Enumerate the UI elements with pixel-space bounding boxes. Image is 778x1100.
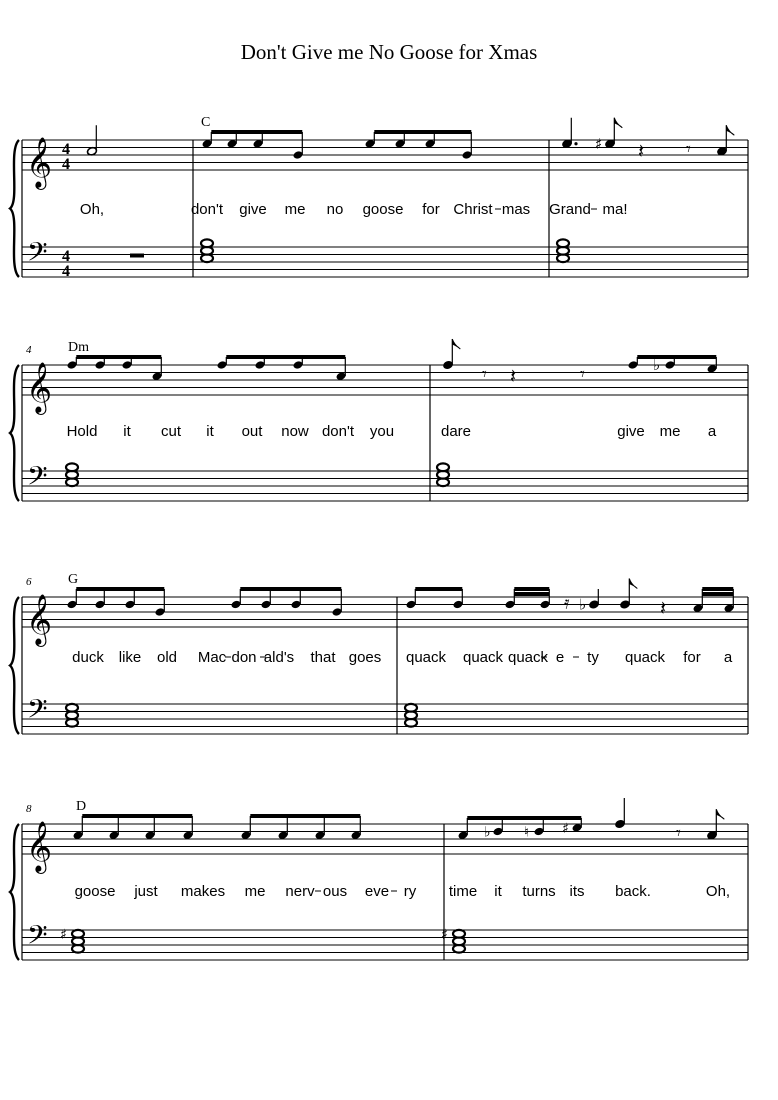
lyric-syllable: ma! <box>602 201 628 218</box>
lyric-syllable: Mac <box>197 649 227 666</box>
time-signature-bottom: 4 <box>62 156 70 173</box>
whole-note <box>66 704 78 712</box>
quarter-rest: 𝄽 <box>660 596 667 620</box>
measure-number: 4 <box>26 344 32 356</box>
lyric-syllable: goes <box>348 649 382 666</box>
half-rest <box>130 254 144 258</box>
lyric-syllable: ous <box>322 883 348 900</box>
lyric-syllable: like <box>118 649 142 666</box>
lyric-syllable: quack <box>507 649 549 666</box>
accidental: ♭ <box>579 595 587 614</box>
lyric-syllable: e <box>555 649 565 666</box>
treble-clef-icon: 𝄞 <box>26 137 53 188</box>
lyric-syllable: makes <box>180 883 226 900</box>
whole-note <box>405 704 417 712</box>
quarter-rest: 𝄽 <box>638 139 645 163</box>
note-flag <box>726 125 734 135</box>
lyric-syllable: eve <box>364 883 390 900</box>
lyric-syllable: Oh, <box>79 201 105 218</box>
accidental: ♭ <box>653 356 661 374</box>
lyric-syllable: me <box>244 883 266 900</box>
bass-clef-icon: 𝄢 <box>27 460 48 498</box>
chord-symbol: D <box>76 799 87 814</box>
eighth-rest: 𝄾 <box>580 364 585 385</box>
accidental: ♯ <box>595 134 603 153</box>
lyric-syllable: give <box>239 201 267 218</box>
lyric-syllable: duck <box>72 649 104 666</box>
chord-symbol: C <box>201 115 211 130</box>
lyric-syllable: it <box>123 423 131 440</box>
lyric-syllable: it <box>206 423 214 440</box>
note-flag <box>716 809 724 819</box>
lyric-syllable: old <box>156 649 178 666</box>
quarter-rest: 𝄽 <box>510 364 517 388</box>
note-flag <box>629 579 637 589</box>
grand-staff-brace <box>10 365 19 501</box>
eighth-rest: 𝄾 <box>676 823 681 844</box>
score-title: Don't Give me No Goose for Xmas <box>240 40 538 64</box>
lyric-syllable: a <box>707 423 717 440</box>
treble-clef-icon: 𝄞 <box>26 821 53 872</box>
lyric-syllable: just <box>134 883 158 900</box>
lyric-syllable: you <box>369 423 395 440</box>
whole-note <box>66 463 78 471</box>
lyric-syllable: ty <box>587 649 599 666</box>
lyric-syllable: mas <box>501 201 531 218</box>
lyric-syllable: Grand <box>549 201 591 218</box>
bass-clef-icon: 𝄢 <box>27 236 48 274</box>
whole-note <box>72 930 84 938</box>
eighth-rest: 𝄾 <box>686 139 691 160</box>
lyric-syllable: its <box>569 883 585 900</box>
lyric-syllable: don't <box>321 423 355 440</box>
accidental: ♯ <box>562 820 569 837</box>
lyric-syllable: Oh, <box>705 883 731 900</box>
lyric-syllable: ald's <box>263 649 295 666</box>
whole-note <box>437 463 449 471</box>
lyric-syllable: it <box>494 883 502 900</box>
lyric-syllable: time <box>448 883 478 900</box>
augmentation-dot <box>574 142 577 145</box>
lyric-syllable: for <box>422 201 440 218</box>
lyric-syllable: out <box>241 423 263 440</box>
grand-staff-brace <box>10 824 19 960</box>
lyric-syllable: give <box>617 423 645 440</box>
lyric-syllable: me <box>284 201 306 218</box>
lyric-syllable: that <box>310 649 336 666</box>
lyric-syllable: now <box>281 423 309 440</box>
treble-clef-icon: 𝄞 <box>26 594 53 645</box>
lyric-syllable: turns <box>522 883 556 900</box>
lyric-syllable: dare <box>440 423 472 440</box>
bass-clef-icon: 𝄢 <box>27 919 48 957</box>
chord-symbol: Dm <box>68 340 89 355</box>
lyric-syllable: me <box>659 423 681 440</box>
time-signature-top: 4 <box>62 248 70 265</box>
note-flag <box>614 118 622 128</box>
lyric-syllable: nerv <box>285 883 315 900</box>
treble-clef-icon: 𝄞 <box>26 362 53 413</box>
sixteenth-rest: 𝄿 <box>564 592 570 614</box>
lyric-syllable: don't <box>190 201 224 218</box>
lyric-syllable: no <box>326 201 344 218</box>
lyric-syllable: cut <box>160 423 182 440</box>
bass-clef-icon: 𝄢 <box>27 693 48 731</box>
lyric-syllable: ry <box>403 883 417 900</box>
lyric-syllable: Hold <box>66 423 98 440</box>
measure-number: 6 <box>26 576 32 588</box>
accidental: ♯ <box>441 926 448 943</box>
lyric-syllable: goose <box>362 201 404 218</box>
lyric-syllable: goose <box>74 883 116 900</box>
accidental: ♮ <box>524 824 530 841</box>
lyric-syllable: don <box>231 649 257 666</box>
lyric-syllable: quack <box>462 649 504 666</box>
lyric-syllable: quack <box>624 649 666 666</box>
lyric-syllable: quack <box>405 649 447 666</box>
whole-note <box>557 239 569 247</box>
lyric-syllable: back. <box>615 883 651 900</box>
grand-staff-brace <box>10 597 19 734</box>
time-signature-top: 4 <box>62 141 70 158</box>
note-flag <box>452 339 460 349</box>
whole-note <box>201 239 213 247</box>
chord-symbol: G <box>68 572 79 587</box>
whole-note <box>453 930 465 938</box>
accidental: ♭ <box>484 824 491 841</box>
eighth-rest: 𝄾 <box>482 364 487 385</box>
lyric-syllable: Christ <box>453 201 493 218</box>
lyric-syllable: a <box>723 649 733 666</box>
time-signature-bottom: 4 <box>62 263 70 280</box>
grand-staff-brace <box>10 140 19 277</box>
measure-number: 8 <box>26 803 32 815</box>
lyric-syllable: for <box>683 649 701 666</box>
accidental: ♯ <box>60 926 67 943</box>
